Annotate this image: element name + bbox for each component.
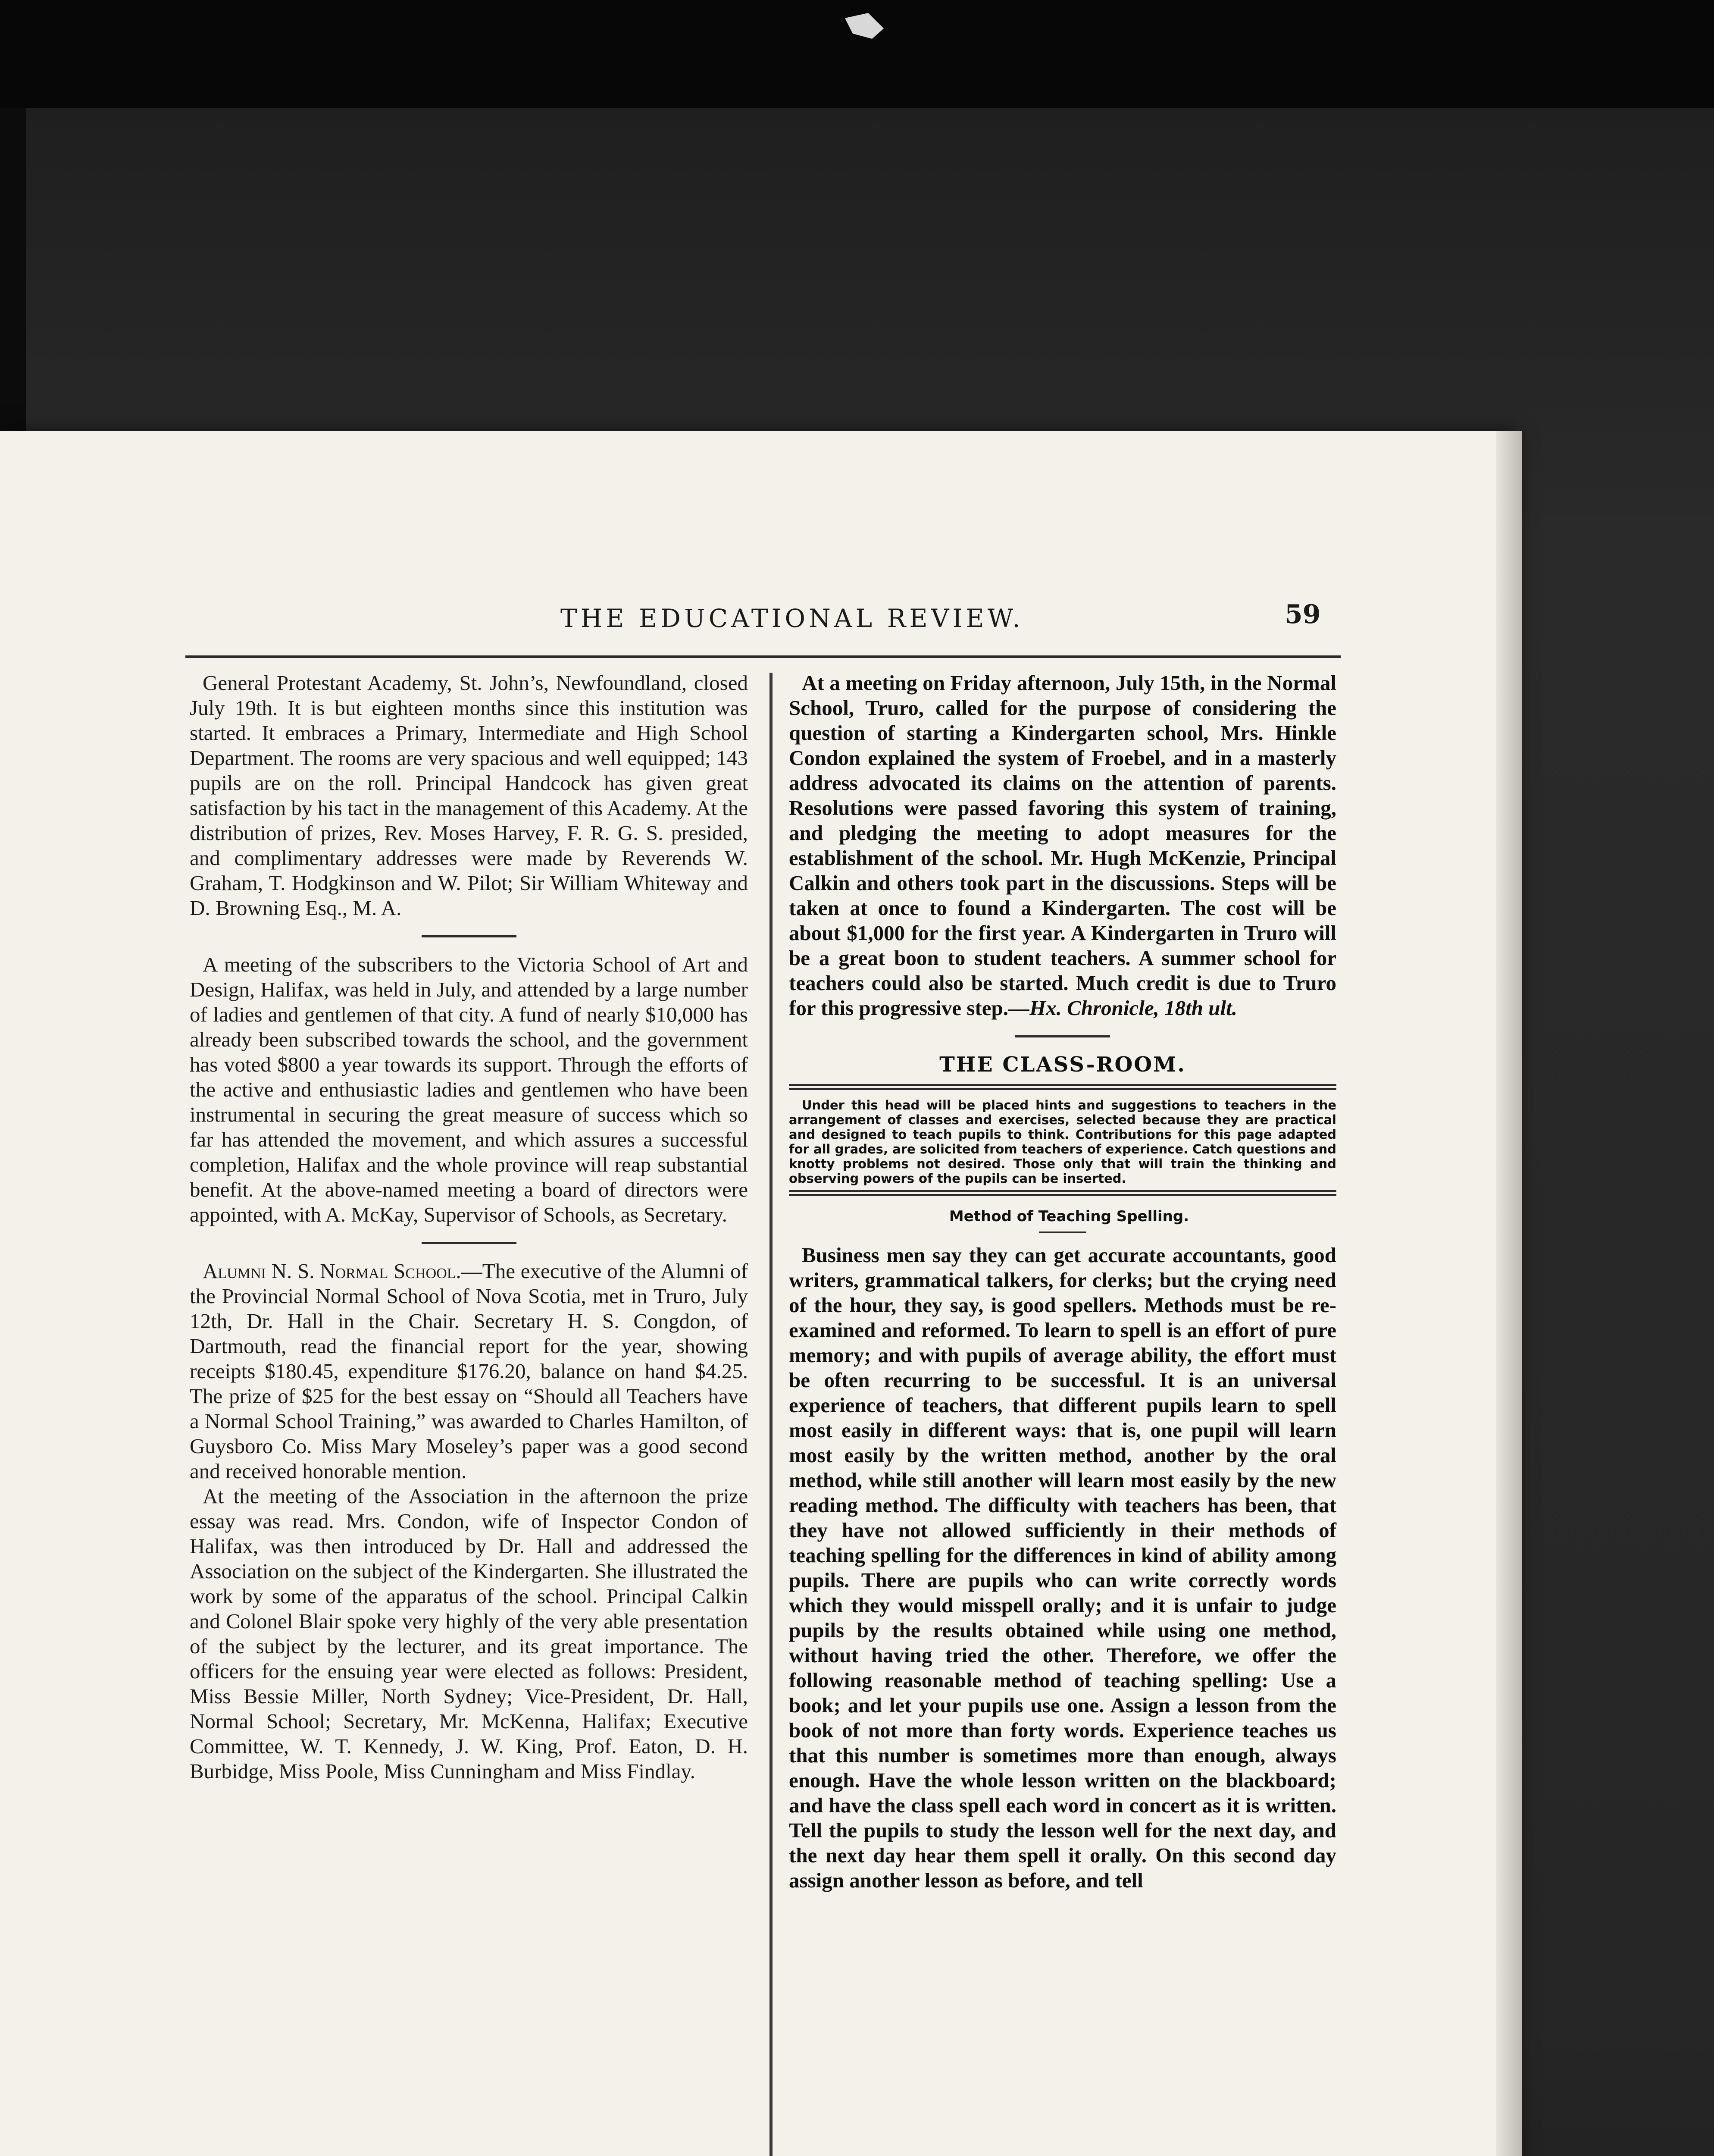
page-number: 59: [1285, 599, 1321, 630]
art-school-paragraph: A meeting of the subscribers to the Victoria School of Art and Design, Halifax, was held in July, and attended by a large number of ladies and gentlemen of that city. A fund of nearly $10,000 has already been subscribed towards the school, and the government has voted $800 a year towards its support. Through the efforts of the active and enthusiastic ladies and gentlemen who have been instrumental in securing the great measure of success which so far has attended the movement, and which assures a successful completion, Halifax and the whole province will reap substantial benefit. At the above-named meeting a board of directors were appointed, with A. McKay, Supervisor of Schools, as Secretary.: [190, 953, 748, 1226]
kindergarten-paragraph: [789, 671, 1336, 1021]
title-rule: [789, 1084, 1336, 1090]
subhead-rule: [1039, 1232, 1086, 1233]
section-separator: [422, 935, 516, 937]
spelling-subhead: Method of Teaching Spelling.: [949, 1208, 1189, 1225]
alumni-paragraph: [190, 1259, 748, 1484]
page-edge-shadow: [1496, 431, 1522, 2156]
header-rule: [185, 655, 1341, 658]
page-header-title: THE EDUCATIONAL REVIEW.: [560, 604, 1024, 633]
film-notch: [845, 13, 884, 39]
left-column: [190, 671, 748, 1784]
section-separator: [1015, 1035, 1110, 1037]
right-column: [789, 671, 1336, 1893]
note-rule: [789, 1190, 1336, 1196]
column-divider: [769, 673, 773, 2156]
class-room-note: Under this head will be placed hints and suggestions to teachers in the arrangement of classes and exercises, selected because they are practical and designed to teach pupils to think. Contributions for this page adapted for all grades, are solicited from teachers of experience. Catch questions and knotty problems not desired. Those only that will train the thinking and observing powers of the pupils can be inserted.: [789, 1098, 1336, 1186]
association-paragraph: At the meeting of the Association in the afternoon the prize essay was read. Mrs. Condon, wife of Inspector Condon of Halifax, was then introduced by Dr. Hall and addressed the Association on the subject of the Kindergarten. She illustrated the work by some of the apparatus of the school. Principal Calkin and Colonel Blair spoke very highly of the very able presentation of the subject by the lecturer, and its great importance. The officers for the ensuing year were elected as follows: President, Miss Bessie Miller, North Sydney; Vice-President, Dr. Hall, Normal School; Secretary, Mr. McKenna, Halifax; Executive Committee, W. T. Kennedy, J. W. King, Prof. Eaton, D. H. Burbidge, Miss Poole, Miss Cunningham and Miss Findlay.: [190, 1484, 748, 1783]
section-separator: [422, 1242, 516, 1244]
kindergarten-body: At a meeting on Friday afternoon, July 15th, in the Normal School, Truro, called for the purpose of considering the question of starting a Kindergarten school, Mrs. Hinkle Condon explained the system of Froebel, and in a masterly address advocated its claims on the attention of parents. Resolutions were passed favoring this system of training, and pledging the meeting to adopt measures for the establishment of the school. Mr. Hugh McKenzie, Principal Calkin and others took part in the discussions. Steps will be taken at once to found a Kindergarten. The cost will be about $1,000 for the first year. A Kindergarten in Truro will be a great boon to student teachers. A summer school for teachers could also be started. Much credit is due to Truro for this progressive step.: [789, 671, 1336, 1020]
kindergarten-citation: —Hx. Chronicle, 18th ult.: [1008, 996, 1237, 1020]
class-room-title: THE CLASS-ROOM.: [939, 1053, 1186, 1077]
alumni-lead: Alumni N. S. Normal School.: [203, 1259, 461, 1283]
alumni-body: —The executive of the Alumni of the Provincial Normal School of Nova Scotia, met in Truro, July 12th, Dr. Hall in the Chair. Secretary H. S. Congdon, of Dartmouth, read the financial report for the year, showing receipts $180.45, expenditure $176.20, balance on hand $4.25. The prize of $25 for the best essay on “Should all Teachers have a Normal School Training,” was awarded to Charles Hamilton, of Guysboro Co. Miss Mary Moseley’s paper was a good second and received honorable mention.: [190, 1259, 748, 1483]
academy-paragraph: General Protestant Academy, St. John’s, Newfoundland, closed July 19th. It is but eighteen months since this institution was started. It embraces a Primary, Intermediate and High School Department. The rooms are very spacious and well equipped; 143 pupils are on the roll. Principal Handcock has given great satisfaction by his tact in the management of this Academy. At the distribution of prizes, Rev. Moses Harvey, F. R. G. S. presided, and complimentary addresses were made by Reverends W. Graham, T. Hodgkinson and W. Pilot; Sir William Whiteway and D. Browning Esq., M. A.: [190, 671, 748, 920]
spelling-paragraph: Business men say they can get accurate accountants, good writers, grammatical talkers, for clerks; but the crying need of the hour, they say, is good spellers. Methods must be re-examined and reformed. To learn to spell is an effort of pure memory; and with pupils of average ability, the effort must be often recurring to be successful. It is an universal experience of teachers, that different pupils learn to spell most easily in different ways: that is, one pupil will learn most easily by the written method, another by the oral method, while still another will learn most easily by the new reading method. The difficulty with teachers has been, that they have not allowed sufficiently in their methods of teaching spelling for the differences in kind of ability among pupils. There are pupils who can write correctly words which they would misspell orally; and it is unfair to judge pupils by the results obtained while using one method, without having tried the other. Therefore, we offer the following reasonable method of teaching spelling: Use a book; and let your pupils use one. Assign a lesson from the book of not more than forty words. Experience teaches us that this number is sometimes more than enough, always enough. Have the whole lesson written on the blackboard; and have the class spell each word in concert as it is written. Tell the pupils to study the lesson well for the next day, and the next day hear them spell it orally. On this second day assign another lesson as before, and tell: [789, 1243, 1336, 1892]
